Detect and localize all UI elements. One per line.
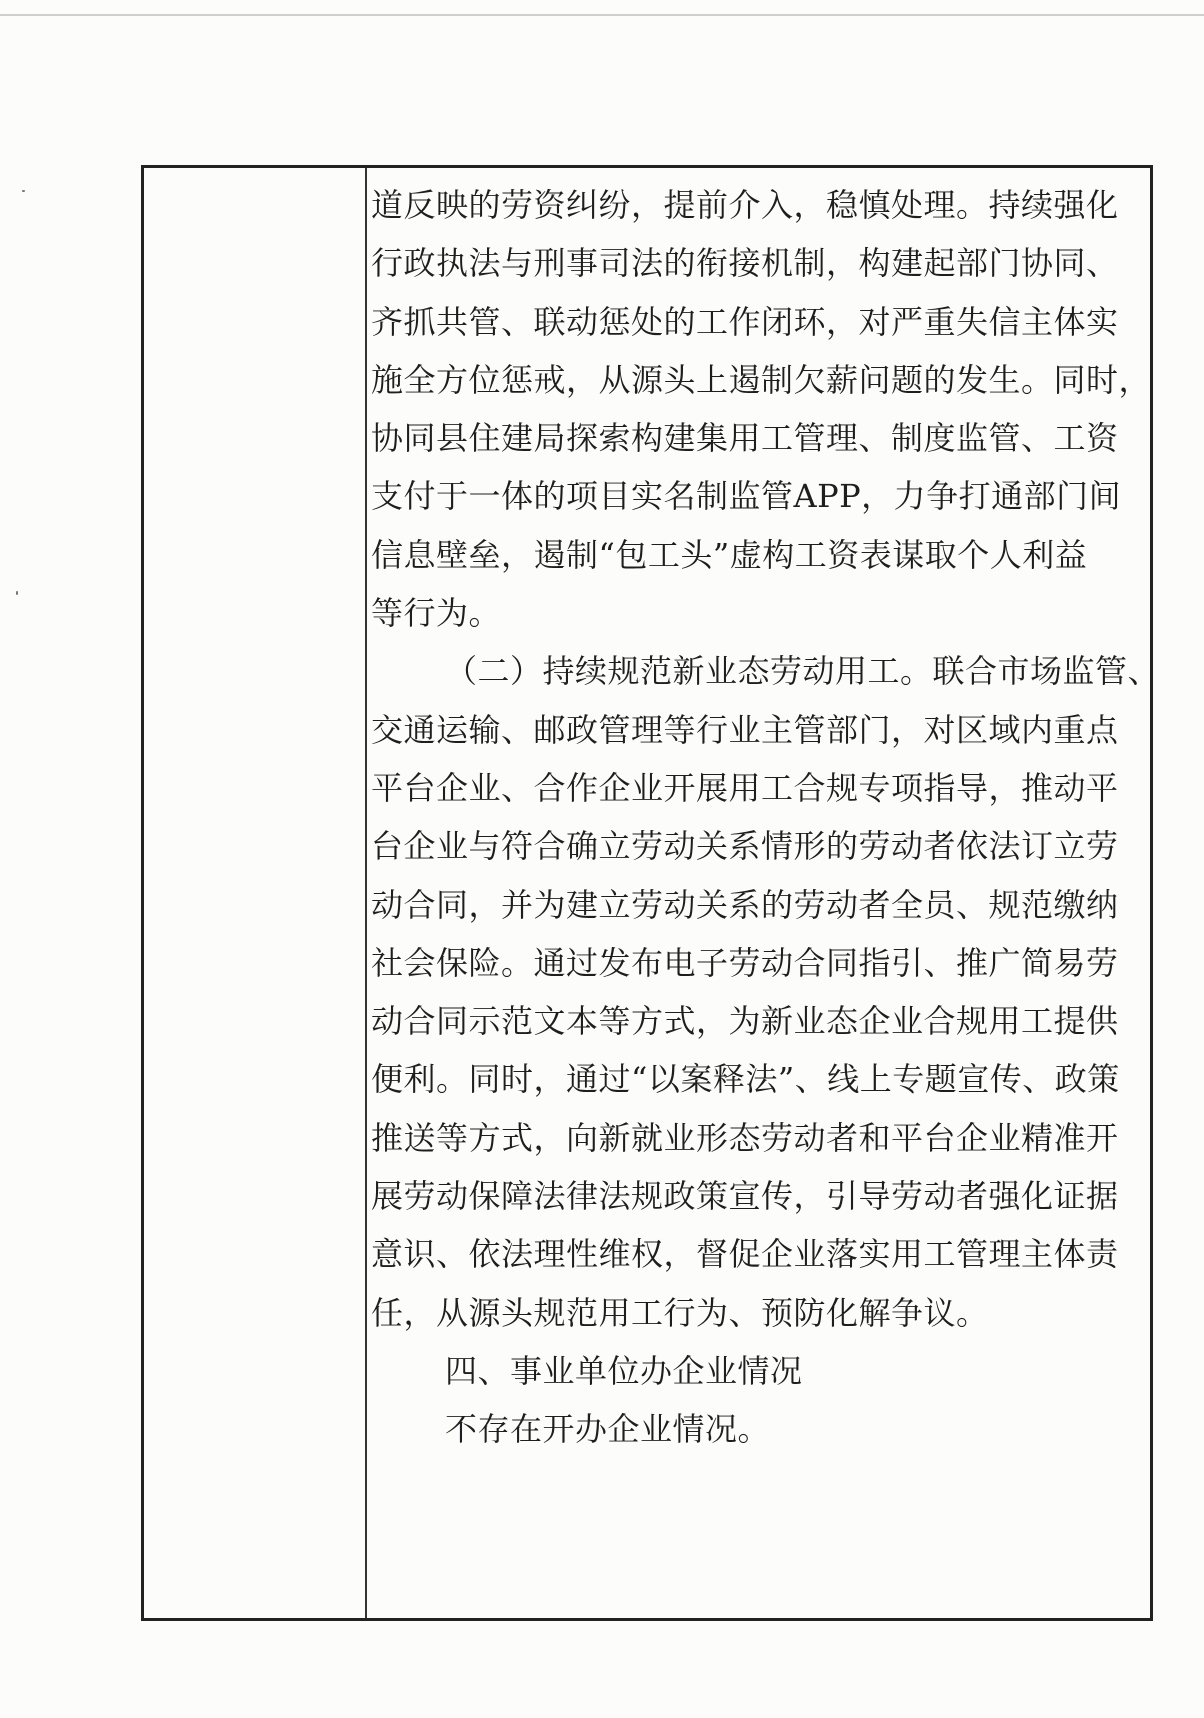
document-table xyxy=(141,165,1161,1621)
body-text-line: 社会保险。通过发布电子劳动合同指引、推广简易劳 xyxy=(371,943,1119,982)
body-text-line: 动合同示范文本等方式，为新业态企业合规用工提供 xyxy=(371,1002,1119,1041)
body-text-line: 平台企业、合作企业开展用工合规专项指导，推动平 xyxy=(371,768,1119,807)
table-content-cell xyxy=(371,176,1161,1459)
body-text-line: 等行为。 xyxy=(371,594,502,633)
page-top-edge-line xyxy=(0,14,1204,16)
body-text-line: 四、事业单位办企业情况 xyxy=(445,1351,803,1390)
scan-speck xyxy=(22,190,25,192)
body-text-line: 动合同，并为建立劳动关系的劳动者全员、规范缴纳 xyxy=(371,885,1119,924)
body-text-line: 施全方位惩戒，从源头上遏制欠薪问题的发生。同时， xyxy=(371,360,1152,399)
body-text-line: 齐抓共管、联动惩处的工作闭环，对严重失信主体实 xyxy=(371,302,1119,341)
body-text-line: 推送等方式，向新就业形态劳动者和平台企业精准开 xyxy=(371,1118,1119,1157)
body-text-line: （二）持续规范新业态劳动用工。联合市场监管、 xyxy=(445,652,1161,691)
body-text-line: 支付于一体的项目实名制监管APP，力争打通部门间 xyxy=(371,477,1122,516)
body-text-line: 信息壁垒，遏制“包工头”虚构工资表谋取个人利益 xyxy=(371,535,1088,574)
body-text-line: 展劳动保障法律法规政策宣传，引导劳动者强化证据 xyxy=(371,1177,1119,1216)
body-text-line: 道反映的劳资纠纷，提前介入，稳慎处理。持续强化 xyxy=(371,186,1119,224)
body-text-line: 协同县住建局探索构建集用工管理、制度监管、工资 xyxy=(371,419,1119,458)
table-column-divider xyxy=(365,168,367,1618)
body-text-line: 台企业与符合确立劳动关系情形的劳动者依法订立劳 xyxy=(371,827,1119,866)
body-text-line: 不存在开办企业情况。 xyxy=(445,1410,771,1449)
body-text-line: 任，从源头规范用工行为、预防化解争议。 xyxy=(371,1293,989,1332)
scan-speck xyxy=(16,591,18,595)
body-text-line: 意识、依法理性维权，督促企业落实用工管理主体责 xyxy=(371,1235,1119,1274)
body-text-line: 交通运输、邮政管理等行业主管部门，对区域内重点 xyxy=(371,710,1119,749)
body-text-line: 行政执法与刑事司法的衔接机制，构建起部门协同、 xyxy=(371,244,1119,283)
body-text-line: 便利。同时，通过“以案释法”、线上专题宣传、政策 xyxy=(371,1060,1120,1099)
